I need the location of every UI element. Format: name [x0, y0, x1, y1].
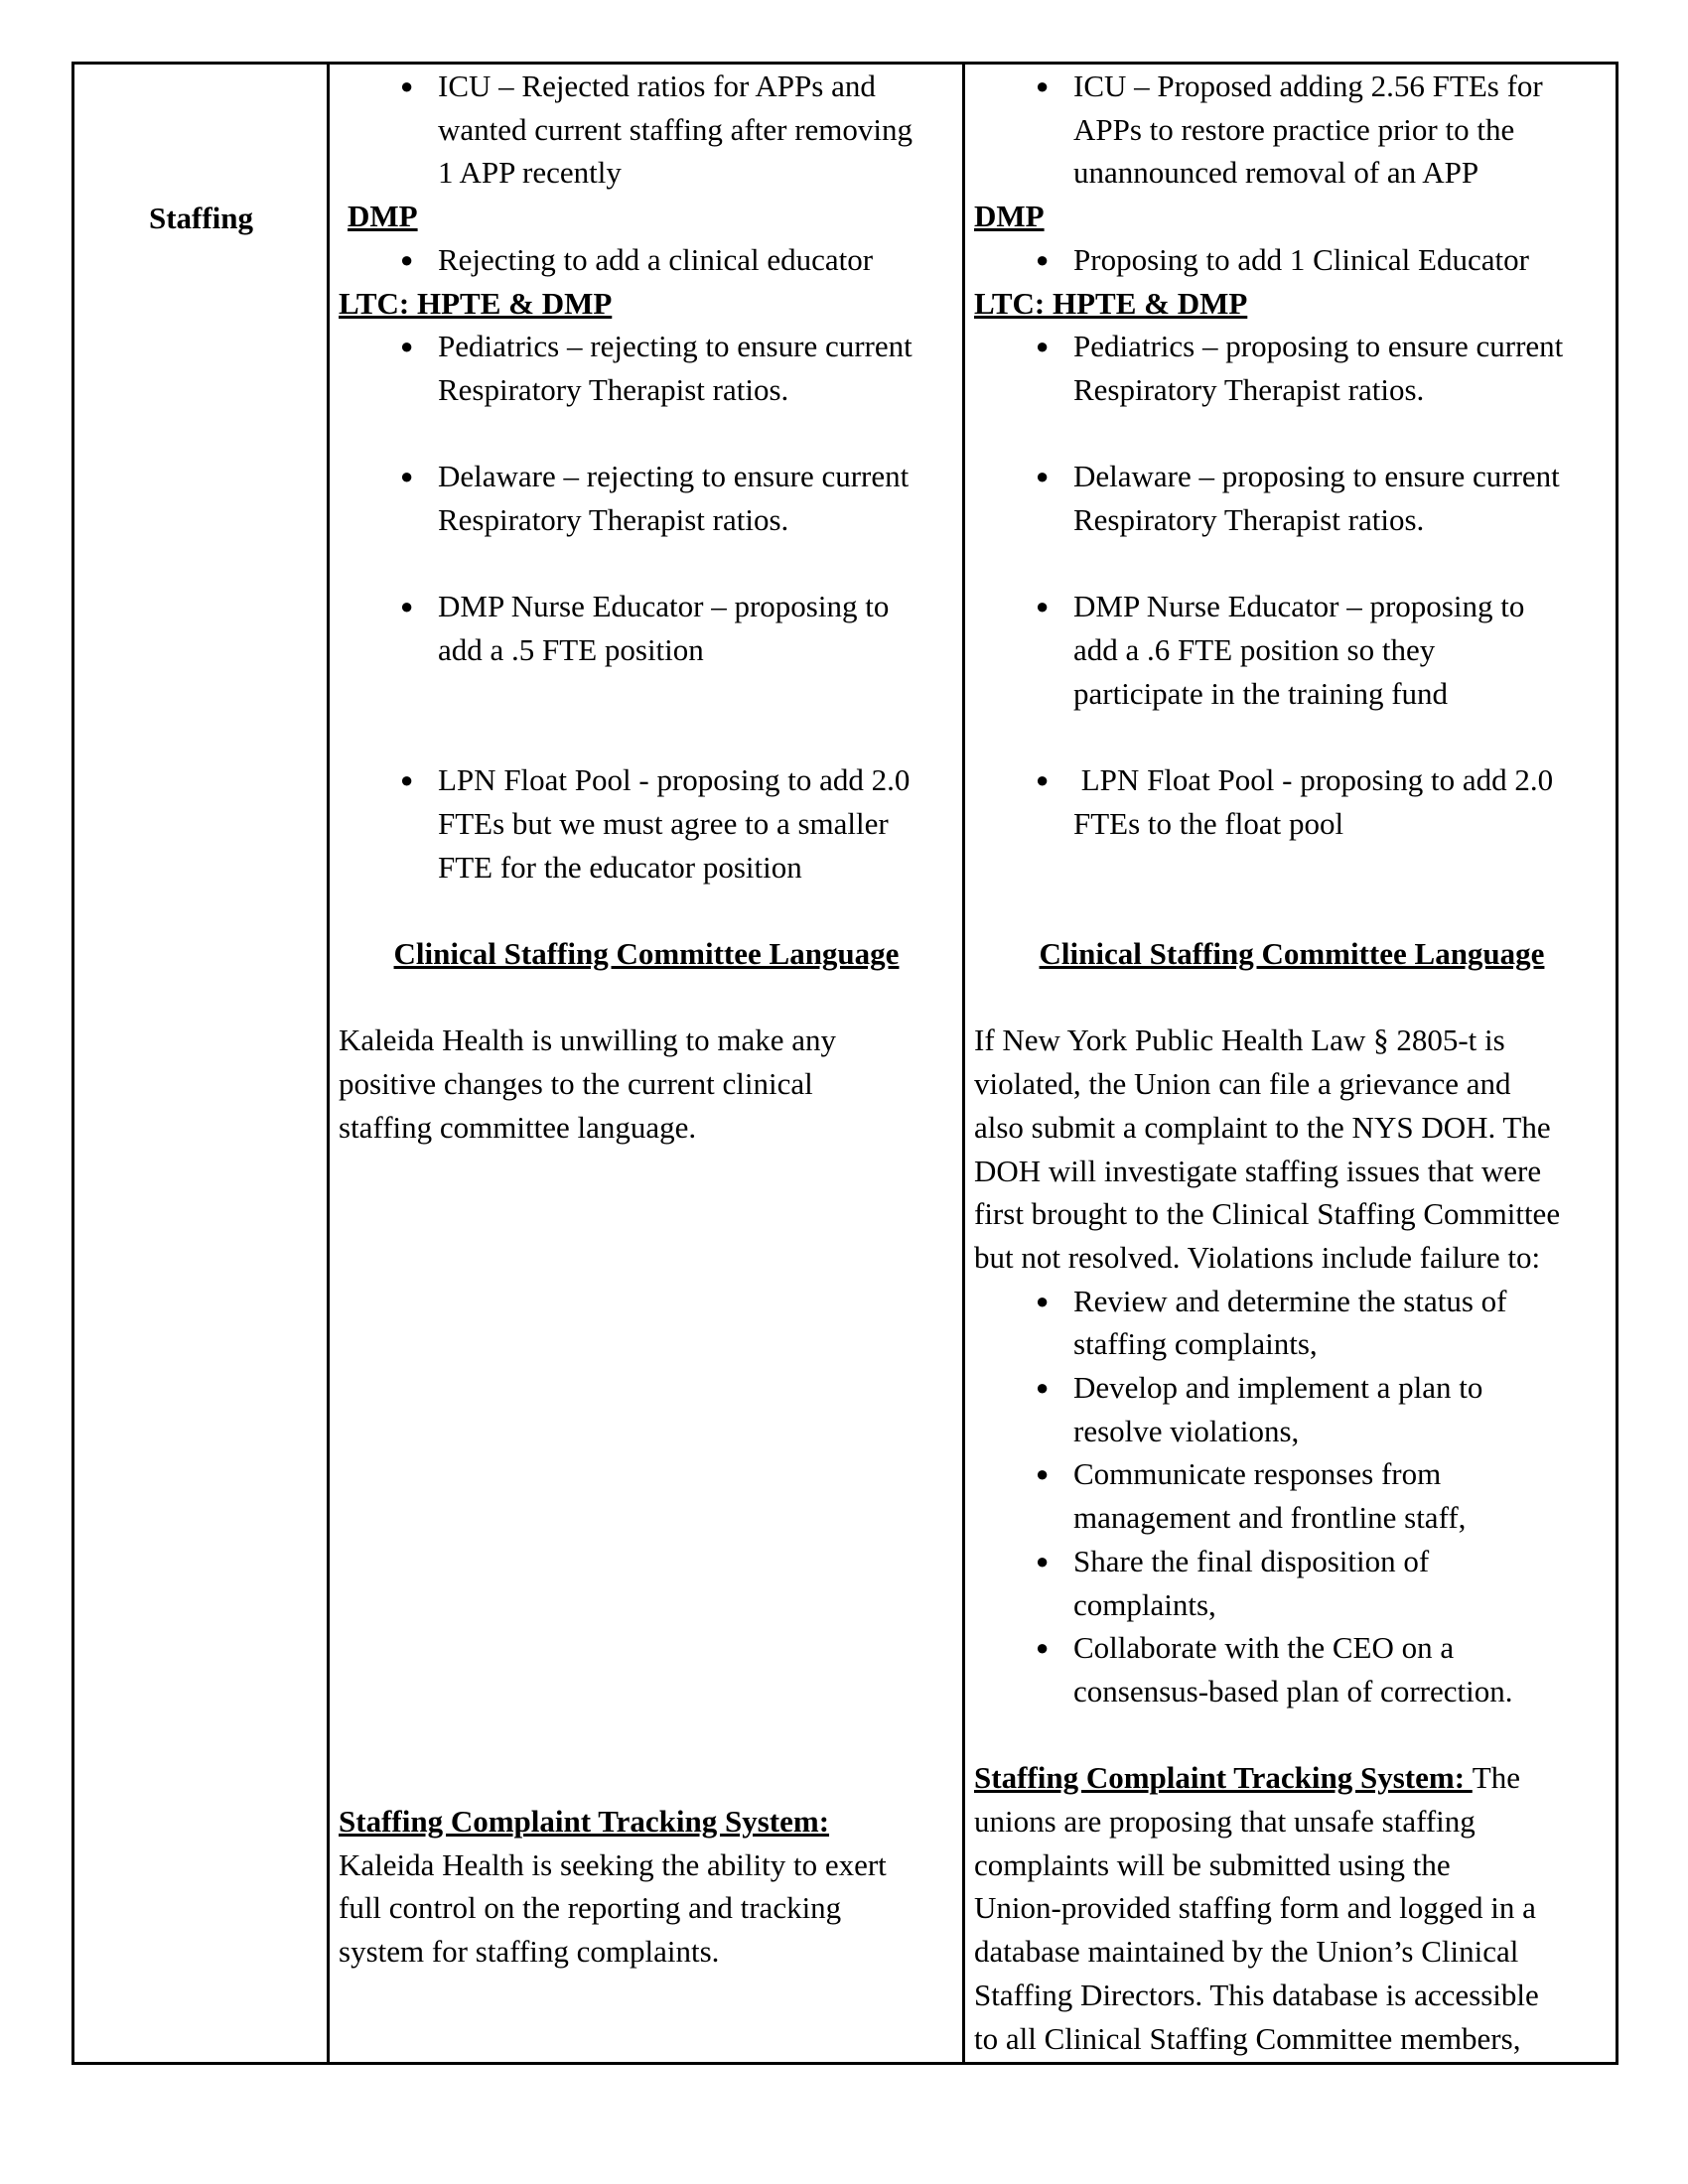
bullet-text: complaints,	[1073, 1586, 1216, 1622]
bullet-text: Communicate responses from	[1073, 1456, 1442, 1492]
paragraph-line: unions are proposing that unsafe staffing	[974, 1804, 1476, 1839]
bullet-text: Share the final disposition of	[1073, 1543, 1430, 1578]
bullet-icon: ●	[1036, 246, 1050, 272]
bullet-text: DMP Nurse Educator – proposing to	[1073, 589, 1525, 624]
section-heading: Staffing Complaint Tracking System:	[339, 1804, 830, 1839]
bullet-item	[974, 1626, 1610, 1670]
bullet-text: resolve violations,	[1073, 1413, 1300, 1448]
bullet-icon: ●	[400, 594, 414, 619]
paragraph-line: but not resolved. Violations include failure to:	[974, 1239, 1541, 1275]
paragraph-line: Kaleida Health is unwilling to make any	[339, 1023, 837, 1058]
paragraph-line: violated, the Union can file a grievance and	[974, 1066, 1511, 1102]
bullet-text: consensus-based plan of correction.	[1073, 1673, 1513, 1708]
bullet-continuation	[974, 108, 1610, 152]
bullet-item	[339, 325, 954, 368]
bullet-text: APPs to restore practice prior to the	[1073, 111, 1515, 147]
bullet-item	[974, 758, 1610, 802]
bullet-text: ICU – Proposed adding 2.56 FTEs for	[1073, 68, 1543, 103]
bullet-continuation	[974, 1410, 1610, 1453]
bullet-text: staffing complaints,	[1073, 1326, 1318, 1362]
bullet-text: FTE for the educator position	[438, 849, 802, 885]
section-heading: Staffing Complaint Tracking System:	[974, 1760, 1473, 1796]
bullet-item	[974, 455, 1610, 498]
section-heading: Clinical Staffing Committee Language	[393, 936, 900, 971]
bullet-icon: ●	[1036, 1288, 1050, 1313]
bullet-icon: ●	[1036, 464, 1050, 489]
bullet-continuation	[974, 1670, 1610, 1713]
bullet-icon: ●	[1036, 1375, 1050, 1400]
bullet-item	[974, 238, 1610, 282]
bullet-text: Review and determine the status of	[1073, 1283, 1507, 1318]
bullet-text: Respiratory Therapist ratios.	[1073, 502, 1425, 537]
bullet-text: Pediatrics – proposing to ensure current	[1073, 329, 1564, 364]
bullet-text: Develop and implement a plan to	[1073, 1370, 1483, 1405]
bullet-continuation	[974, 628, 1610, 672]
paragraph-line: Kaleida Health is seeking the ability to exert	[339, 1846, 887, 1882]
bullet-text: Delaware – proposing to ensure current	[1073, 459, 1560, 494]
bullet-text: unannounced removal of an APP	[1073, 155, 1479, 191]
bullet-icon: ●	[1036, 594, 1050, 619]
paragraph-line: positive changes to the current clinical	[339, 1066, 813, 1102]
bullet-text: wanted current staffing after removing	[438, 111, 914, 147]
bullet-item	[974, 1280, 1610, 1323]
bullet-continuation	[339, 628, 954, 672]
bullet-continuation	[974, 1496, 1610, 1540]
bullet-item	[339, 65, 954, 108]
bullet-item	[339, 455, 954, 498]
bullet-icon: ●	[1036, 767, 1050, 793]
section-heading: LTC: HPTE & DMP	[339, 285, 613, 321]
bullet-continuation	[974, 672, 1610, 716]
bullet-item	[974, 1366, 1610, 1410]
bullet-text: Delaware – rejecting to ensure current	[438, 459, 910, 494]
bullet-icon: ●	[400, 767, 414, 793]
bullet-item	[974, 1452, 1610, 1496]
bullet-text: Pediatrics – rejecting to ensure current	[438, 329, 913, 364]
paragraph-line: staffing committee language.	[339, 1109, 697, 1145]
bullet-text: add a .6 FTE position so they	[1073, 632, 1436, 668]
paragraph-line: database maintained by the Union’s Clinical	[974, 1934, 1519, 1970]
staffing-comparison-table	[71, 62, 1618, 2065]
bullet-continuation	[974, 1322, 1610, 1366]
bullet-item	[339, 758, 954, 802]
bullet-continuation	[974, 802, 1610, 846]
bullet-text: participate in the training fund	[1073, 675, 1449, 711]
section-heading: DMP	[974, 199, 1045, 234]
bullet-text: add a .5 FTE position	[438, 632, 704, 668]
bullet-item	[974, 325, 1610, 368]
bullet-icon: ●	[400, 464, 414, 489]
paragraph-line: also submit a complaint to the NYS DOH. The	[974, 1109, 1551, 1145]
bullet-continuation	[339, 108, 954, 152]
bullet-item	[974, 1540, 1610, 1583]
bullet-continuation	[339, 846, 954, 889]
bullet-text: Respiratory Therapist ratios.	[1073, 371, 1425, 407]
paragraph-line: complaints will be submitted using the	[974, 1846, 1451, 1882]
bullet-text: FTEs to the float pool	[1073, 805, 1344, 841]
paragraph-line: to all Clinical Staffing Committee members,	[974, 2020, 1521, 2056]
paragraph-line: Union-provided staffing form and logged in a	[974, 1890, 1536, 1926]
bullet-item	[339, 585, 954, 628]
paragraph-line: Staffing Directors. This database is accessible	[974, 1977, 1539, 2012]
bullet-item	[974, 65, 1610, 108]
bullet-icon: ●	[1036, 334, 1050, 359]
bullet-text: Respiratory Therapist ratios.	[438, 371, 789, 407]
bullet-text: 1 APP recently	[438, 155, 622, 191]
bullet-icon: ●	[1036, 1461, 1050, 1487]
bullet-text: Collaborate with the CEO on a	[1073, 1630, 1455, 1666]
bullet-icon: ●	[400, 246, 414, 272]
bullet-continuation	[339, 802, 954, 846]
bullet-continuation	[974, 498, 1610, 542]
bullet-text: ICU – Rejected ratios for APPs and	[438, 68, 876, 103]
bullet-text: LPN Float Pool - proposing to add 2.0	[438, 762, 911, 798]
bullet-icon: ●	[1036, 73, 1050, 98]
column-divider-1	[327, 65, 330, 2062]
paragraph-line: full control on the reporting and tracking	[339, 1890, 842, 1926]
row-label-staffing: Staffing	[148, 201, 254, 235]
bullet-continuation	[974, 151, 1610, 195]
bullet-text: FTEs but we must agree to a smaller	[438, 805, 889, 841]
column-divider-2	[962, 65, 965, 2062]
section-heading: LTC: HPTE & DMP	[974, 285, 1248, 321]
bullet-continuation	[974, 1583, 1610, 1627]
bullet-text: Proposing to add 1 Clinical Educator	[1073, 241, 1529, 277]
bullet-text: Rejecting to add a clinical educator	[438, 241, 874, 277]
bullet-icon: ●	[1036, 1635, 1050, 1661]
section-heading-line	[974, 1756, 1610, 1800]
paragraph-line: If New York Public Health Law § 2805-t is	[974, 1023, 1505, 1058]
bullet-continuation	[974, 368, 1610, 412]
bullet-continuation	[339, 151, 954, 195]
bullet-item	[974, 585, 1610, 628]
bullet-icon: ●	[1036, 1548, 1050, 1573]
paragraph-text: The	[1472, 1760, 1520, 1796]
paragraph-line: system for staffing complaints.	[339, 1934, 720, 1970]
bullet-item	[339, 238, 954, 282]
bullet-icon: ●	[400, 334, 414, 359]
bullet-text: Respiratory Therapist ratios.	[438, 502, 789, 537]
bullet-text: DMP Nurse Educator – proposing to	[438, 589, 890, 624]
section-heading: Clinical Staffing Committee Language	[1039, 936, 1545, 971]
bullet-text: LPN Float Pool - proposing to add 2.0	[1073, 762, 1554, 798]
paragraph-line: first brought to the Clinical Staffing Committee	[974, 1196, 1561, 1232]
section-heading: DMP	[348, 199, 418, 234]
bullet-icon: ●	[400, 73, 414, 98]
paragraph-line: DOH will investigate staffing issues that were	[974, 1153, 1542, 1188]
bullet-text: management and frontline staff,	[1073, 1500, 1467, 1536]
bullet-continuation	[339, 368, 954, 412]
bullet-continuation	[339, 498, 954, 542]
